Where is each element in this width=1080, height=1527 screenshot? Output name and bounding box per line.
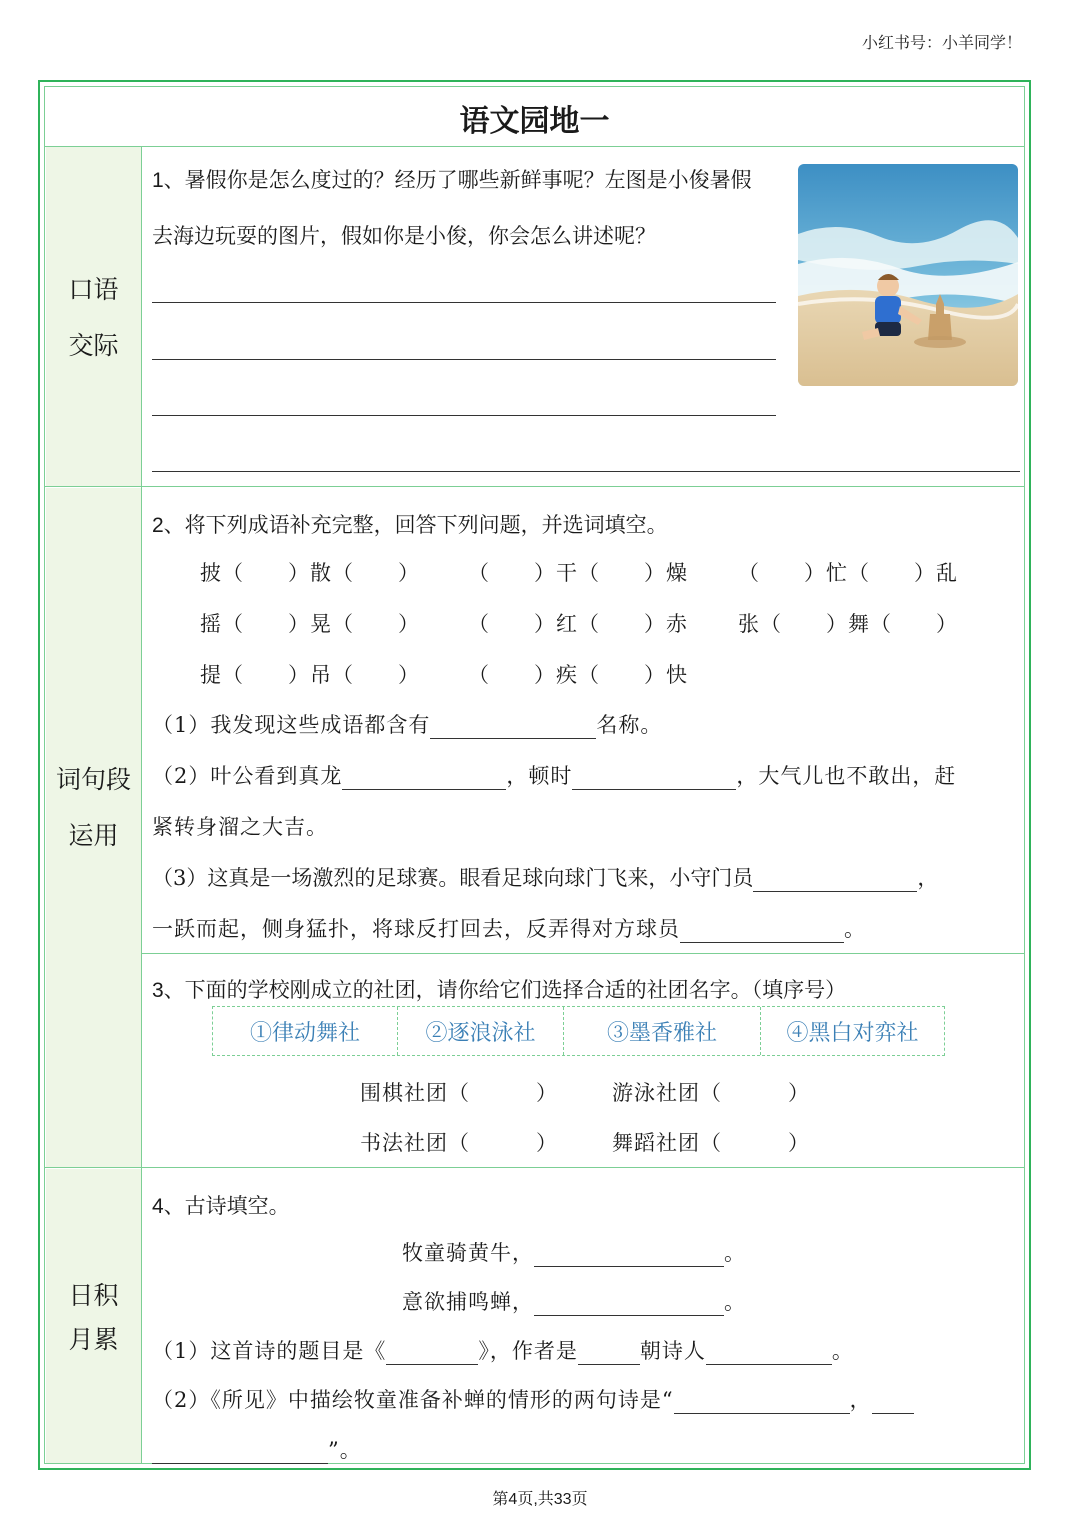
blank-field[interactable] (753, 869, 917, 892)
club-option-4: ④黑白对弈社 (786, 1020, 919, 1046)
poem-line-2-text: 意欲捕鸣蝉， (402, 1290, 534, 1314)
club-fill-weiqi[interactable]: 围棋社团（ ） (360, 1081, 558, 1105)
q2-s1-prefix: （1）我发现这些成语都含有 (152, 713, 431, 737)
label-oral-1: 口语 (68, 276, 119, 304)
q2-s3-part-b: ， (917, 866, 939, 890)
q4-sentence-2-cont (152, 1434, 362, 1464)
blank-field[interactable] (152, 1441, 328, 1464)
q2-s3-part-c: 一跃而起，侧身猛扑，将球反打回去，反弄得对方球员 (152, 917, 680, 941)
club-fill-swimming[interactable]: 游泳社团（ ） (612, 1081, 810, 1105)
poem-stop: 。 (724, 1290, 746, 1314)
poem-line-2 (402, 1286, 746, 1316)
q2-s3-part-a: （3）这真是一场激烈的足球赛。眼看足球向球门飞来，小守门员 (152, 866, 754, 890)
beach-boy-image (798, 164, 1018, 386)
blank-field[interactable] (578, 1342, 640, 1365)
q4-s2-part-a: （2）《所见》中描绘牧童准备补蝉的情形的两句诗是“ (152, 1388, 674, 1412)
q4-heading: 4、古诗填空。 (152, 1195, 290, 1218)
idiom-item[interactable]: （ ）忙（ ）乱 (738, 561, 958, 585)
idiom-item[interactable]: 披（ ）散（ ） (200, 561, 420, 585)
q2-s2-part-c: ，大气儿也不敢出，赶 (736, 764, 957, 788)
q3-heading: 3、下面的学校刚成立的社团，请你给它们选择合适的社团名字。（填序号） (152, 979, 847, 1002)
q2-s1-suffix: 名称。 (596, 713, 663, 737)
q2-s2-part-b: ，顿时 (506, 764, 573, 788)
answer-line[interactable] (152, 471, 1020, 472)
label-daily-2: 月累 (68, 1326, 119, 1354)
page-number: 第4页,共33页 (492, 1491, 588, 1508)
q4-sentence-1 (152, 1335, 854, 1365)
page-title: 语文园地一 (459, 105, 610, 138)
blank-field[interactable] (706, 1342, 832, 1365)
poem-stop: 。 (724, 1241, 746, 1265)
q2-s3-part-d: 。 (844, 917, 866, 941)
idiom-item[interactable]: （ ）疾（ ）快 (468, 663, 688, 687)
row-divider (44, 486, 1025, 487)
blank-field[interactable] (430, 716, 596, 739)
blank-field[interactable] (674, 1391, 850, 1414)
idiom-item[interactable]: 摇（ ）晃（ ） (200, 612, 420, 636)
q1-line-1: 1、暑假你是怎么度过的？经历了哪些新鲜事呢？左图是小俊暑假 (152, 169, 752, 192)
label-daily-1: 日积 (68, 1282, 119, 1310)
q2-sentence-2 (152, 760, 956, 790)
club-fill-calligraphy[interactable]: 书法社团（ ） (360, 1131, 558, 1155)
q4-sentence-2 (152, 1384, 914, 1414)
q4-s1-part-d: 。 (831, 1339, 854, 1363)
idiom-item[interactable]: 提（ ）吊（ ） (200, 663, 420, 687)
row-divider (44, 1167, 1025, 1168)
watermark-text: 小红书号：小羊同学！ (861, 35, 1022, 52)
blank-field[interactable] (534, 1244, 724, 1267)
blank-field[interactable] (342, 767, 506, 790)
blank-field[interactable] (534, 1293, 724, 1316)
q2-heading: 2、将下列成语补充完整，回答下列问题，并选词填空。 (152, 514, 668, 537)
club-fill-dance[interactable]: 舞蹈社团（ ） (612, 1131, 810, 1155)
club-option-3: ③墨香雅社 (564, 1007, 761, 1055)
idiom-item[interactable]: 张（ ）舞（ ） (738, 612, 958, 636)
blank-field[interactable] (386, 1342, 478, 1365)
row-divider (141, 953, 1025, 954)
q4-s2-part-b: ， (849, 1388, 872, 1412)
idiom-item[interactable]: （ ）干（ ）燥 (468, 561, 688, 585)
q4-s1-part-b: 》，作者是 (478, 1339, 578, 1363)
q2-s2-part-d: 紧转身溜之大吉。 (152, 815, 328, 839)
answer-line[interactable] (152, 415, 776, 416)
blank-field[interactable] (680, 920, 844, 943)
club-option-2: ②逐浪泳社 (398, 1007, 564, 1055)
poem-line-1-text: 牧童骑黄牛， (402, 1241, 534, 1265)
blank-field[interactable] (872, 1391, 914, 1414)
q1-line-2: 去海边玩耍的图片，假如你是小俊，你会怎么讲述呢？ (152, 225, 656, 248)
label-words-1: 词句段 (55, 766, 131, 794)
label-oral-2: 交际 (68, 332, 119, 360)
q4-s1-part-c: 朝诗人 (639, 1339, 706, 1363)
idiom-item[interactable]: （ ）红（ ）赤 (468, 612, 688, 636)
answer-line[interactable] (152, 359, 776, 360)
q4-s2-part-c: ”。 (328, 1438, 362, 1462)
blank-field[interactable] (572, 767, 736, 790)
label-words-2: 运用 (68, 822, 119, 850)
q2-sentence-3-cont (152, 913, 866, 943)
answer-line[interactable] (152, 302, 776, 303)
q2-s2-part-a: （2）叶公看到真龙 (152, 764, 343, 788)
q2-sentence-3 (152, 862, 938, 892)
column-divider (141, 146, 142, 1464)
poem-line-1 (402, 1237, 746, 1267)
q2-sentence-1 (152, 709, 662, 739)
club-name-options (212, 1006, 945, 1056)
row-divider (44, 146, 1025, 147)
club-option-1: ①律动舞社 (213, 1007, 398, 1055)
q4-s1-part-a: （1）这首诗的题目是《 (152, 1339, 387, 1363)
